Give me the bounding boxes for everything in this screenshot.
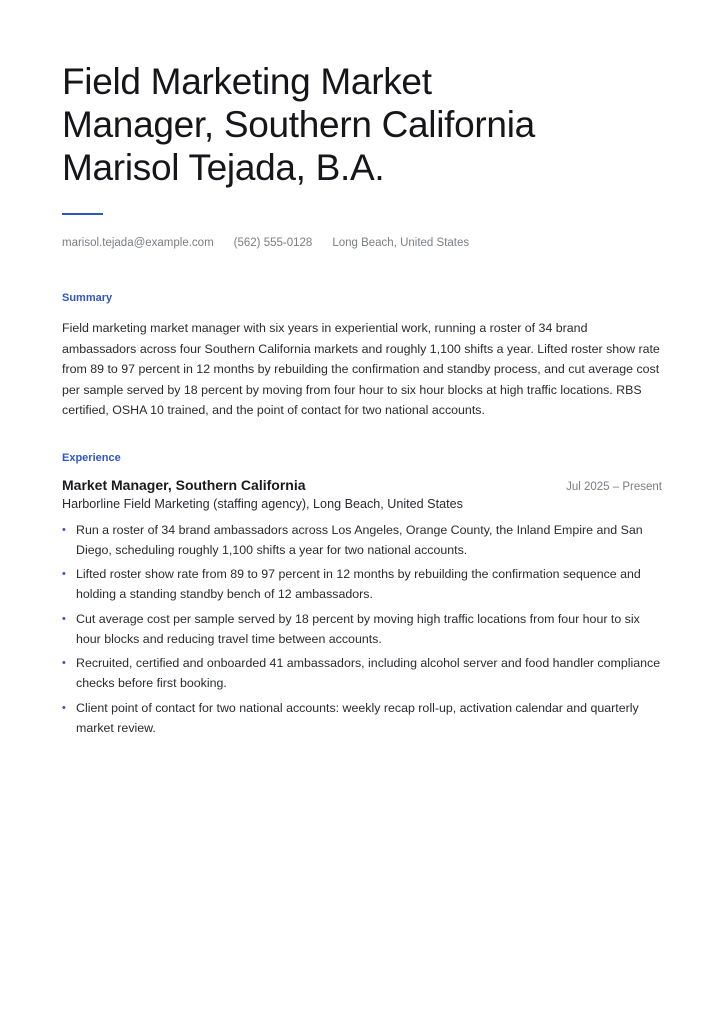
bullet-dot-icon: • xyxy=(62,701,66,714)
job-bullet-text: Client point of contact for two national accounts: weekly recap roll-up, activation calendar and quarterly market review. xyxy=(76,700,639,735)
job-bullet xyxy=(62,520,662,560)
bullet-dot-icon: • xyxy=(62,523,66,536)
accent-divider xyxy=(62,213,103,215)
job-entry xyxy=(62,477,662,738)
job-bullets xyxy=(62,520,662,738)
job-bullet xyxy=(62,698,662,738)
contact-location: Long Beach, United States xyxy=(332,237,470,249)
title-line: Marisol Tejada, B.A. xyxy=(62,147,385,188)
title-line: Field Marketing Market xyxy=(62,61,432,102)
contact-info xyxy=(62,237,662,249)
job-title: Market Manager, Southern California xyxy=(62,476,306,493)
job-bullet xyxy=(62,564,662,604)
contact-email[interactable]: marisol.tejada@example.com xyxy=(62,237,214,249)
job-bullet-text: Cut average cost per sample served by 18 percent by moving high traffic locations from four hour to six hour blocks and reducing travel time between accounts. xyxy=(76,611,640,646)
job-company: Harborline Field Marketing (staffing agency), Long Beach, United States xyxy=(62,496,463,511)
contact-phone[interactable]: (562) 555-0128 xyxy=(233,237,313,249)
summary-heading: Summary xyxy=(62,292,113,304)
job-bullet-text: Recruited, certified and onboarded 41 ambassadors, including alcohol server and food handler compliance checks before first booking. xyxy=(76,656,661,690)
bullet-dot-icon: • xyxy=(62,612,66,625)
resume-page xyxy=(62,60,662,742)
resume-title xyxy=(62,60,662,189)
job-bullet xyxy=(62,653,662,693)
job-bullet-text: Lifted roster show rate from 89 to 97 percent in 12 months by rebuilding the confirmation sequence and holding a standing standby bench of 12 ambassadors. xyxy=(76,567,641,601)
job-bullet-text: Run a roster of 34 brand ambassadors across Los Angeles, Orange County, the Inland Empire and San Diego, scheduling roughly 1,100 shifts a year for two national accounts. xyxy=(76,522,643,557)
summary-text: Field marketing market manager with six years in experiential work, running a roster of 34 brand ambassadors across four Southern California markets and roughly 1,100 shifts a year. Lifted roster show rate from 89 to 97 percent in 12 months by rebuilding the confirmation and standby process, and cut average cost per sample served by 18 percent by moving from four hour to six hour blocks at high traffic locations. RBS certified, OSHA 10 trained, and the point of contact for two national accounts. xyxy=(62,321,660,417)
job-header xyxy=(62,477,662,493)
job-dates: Jul 2025 – Present xyxy=(566,480,662,493)
title-line: Manager, Southern California xyxy=(62,104,535,145)
bullet-dot-icon: • xyxy=(62,657,66,669)
experience-heading: Experience xyxy=(62,451,121,464)
job-bullet xyxy=(62,609,662,649)
bullet-dot-icon: • xyxy=(62,568,66,580)
